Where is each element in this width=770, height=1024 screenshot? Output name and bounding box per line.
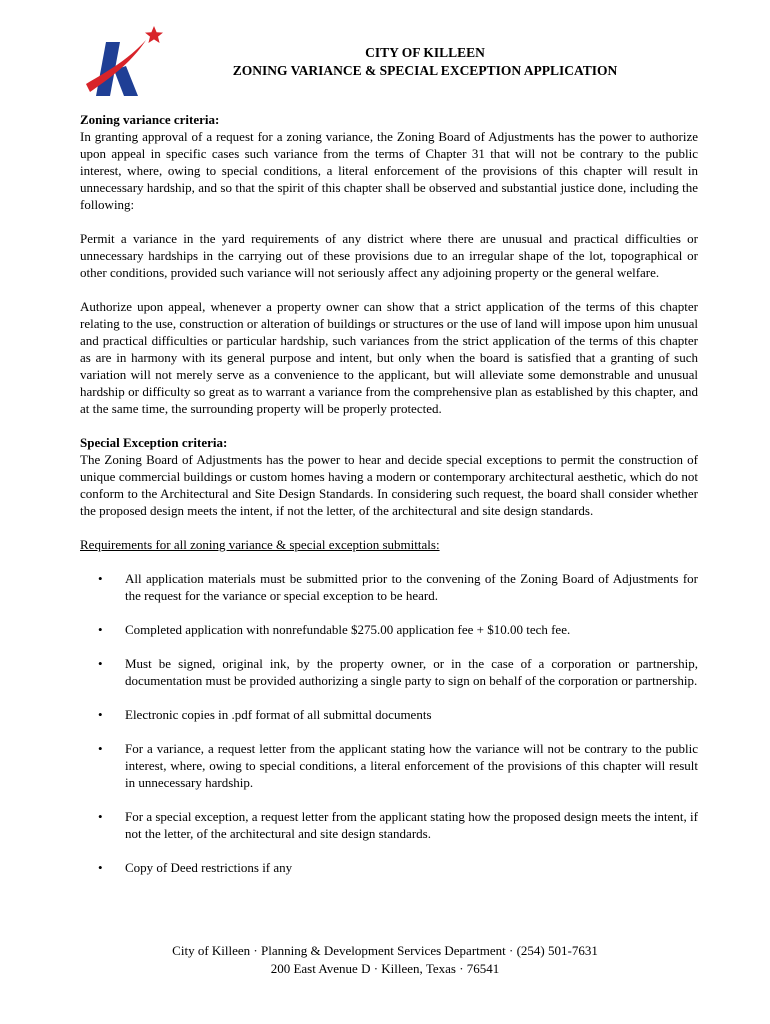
document-subtitle: ZONING VARIANCE & SPECIAL EXCEPTION APPLICATION bbox=[232, 63, 618, 78]
list-item-text: For a special exception, a request letter from the applicant stating how the proposed design meets the intent, if not the letter, of the architectural and site design standards. bbox=[125, 809, 698, 841]
footer-line-1: City of Killeen · Planning & Development Services Department · (254) 501-7631 bbox=[172, 943, 598, 958]
footer-line-2: 200 East Avenue D · Killeen, Texas · 76541 bbox=[270, 961, 500, 976]
list-item-text: All application materials must be submitted prior to the convening of the Zoning Board of Adjustments for the request for the variance or special exception to be heard. bbox=[125, 571, 698, 603]
variance-paragraph-3: Authorize upon appeal, whenever a property owner can show that a strict application of the terms of this chapter relating to the use, construction or alteration of buildings or structures or the use of land will impose upon him unusual and practical difficulties or particular hardship, such variances from the strict application of the terms of this chapter as are in harmony with its general purpose and intent, but only when the board is satisfied that a granting of such variation will not merely serve as a convenience to the applicant, but will alleviate some demonstrable and unusual hardship or difficulty so great as to warrant a variance from the comprehensive plan as established by this chapter, and at the same time, the surrounding property will be properly protected. bbox=[80, 299, 698, 416]
list-item bbox=[80, 621, 698, 638]
list-item bbox=[80, 859, 698, 876]
document-body bbox=[80, 111, 698, 876]
list-item-text: Completed application with nonrefundable $275.00 application fee + $10.00 tech fee. bbox=[125, 622, 571, 637]
variance-criteria-heading: Zoning variance criteria: bbox=[80, 112, 220, 127]
bullet-icon: • bbox=[98, 622, 103, 637]
list-item bbox=[80, 808, 698, 842]
list-item-text: Must be signed, original ink, by the property owner, or in the case of a corporation or partnership, documentation must be provided authorizing a single party to sign on behalf of the corporation or partnership. bbox=[125, 656, 698, 688]
document-title: CITY OF KILLEEN bbox=[365, 45, 485, 60]
document-footer bbox=[0, 942, 770, 978]
list-item-text: Electronic copies in .pdf format of all submittal documents bbox=[125, 707, 432, 722]
bullet-icon: • bbox=[98, 571, 103, 586]
variance-paragraph-1: In granting approval of a request for a zoning variance, the Zoning Board of Adjustments has the power to authorize upon appeal in specific cases such variance from the terms of Chapter 31 that will not be contrary to the public interest, where, owing to special conditions, a literal enforcement of the provisions of this chapter will result in unnecessary hardship, and so that the spirit of this chapter shall be observed and substantial justice done, including the following: bbox=[80, 129, 698, 212]
special-exception-paragraph: The Zoning Board of Adjustments has the power to hear and decide special exceptions to permit the construction of unique commercial buildings or custom homes having a modern or contemporary architectural aesthetic, which do not conform to the Architectural and Site Design Standards. In considering such request, the board shall consider whether the proposed design meets the intent, if not the letter, of the architectural and site design standards. bbox=[80, 452, 698, 518]
logo-star bbox=[145, 26, 163, 43]
variance-paragraph-2: Permit a variance in the yard requirements of any district where there are unusual and practical difficulties or unnecessary hardships in the carrying out of these provisions due to an irregular shape of the lot, topographical or other conditions, provided such variance will not seriously affect any adjoining property or the general welfare. bbox=[80, 231, 698, 280]
killeen-logo-icon bbox=[80, 22, 170, 100]
list-item-text: Copy of Deed restrictions if any bbox=[125, 860, 293, 875]
list-item bbox=[80, 740, 698, 791]
bullet-icon: • bbox=[98, 809, 103, 824]
special-exception-heading: Special Exception criteria: bbox=[80, 435, 228, 450]
requirements-list bbox=[80, 570, 698, 876]
list-item bbox=[80, 706, 698, 723]
bullet-icon: • bbox=[98, 656, 103, 671]
document-header bbox=[170, 44, 680, 80]
list-item bbox=[80, 655, 698, 689]
bullet-icon: • bbox=[98, 741, 103, 756]
requirements-heading: Requirements for all zoning variance & special exception submittals: bbox=[80, 537, 440, 552]
list-item bbox=[80, 570, 698, 604]
list-item-text: For a variance, a request letter from the applicant stating how the variance will not be contrary to the public interest, where, owing to special conditions, a literal enforcement of the provisions of this chapter will result in unnecessary hardship. bbox=[125, 741, 698, 790]
bullet-icon: • bbox=[98, 860, 103, 875]
bullet-icon: • bbox=[98, 707, 103, 722]
